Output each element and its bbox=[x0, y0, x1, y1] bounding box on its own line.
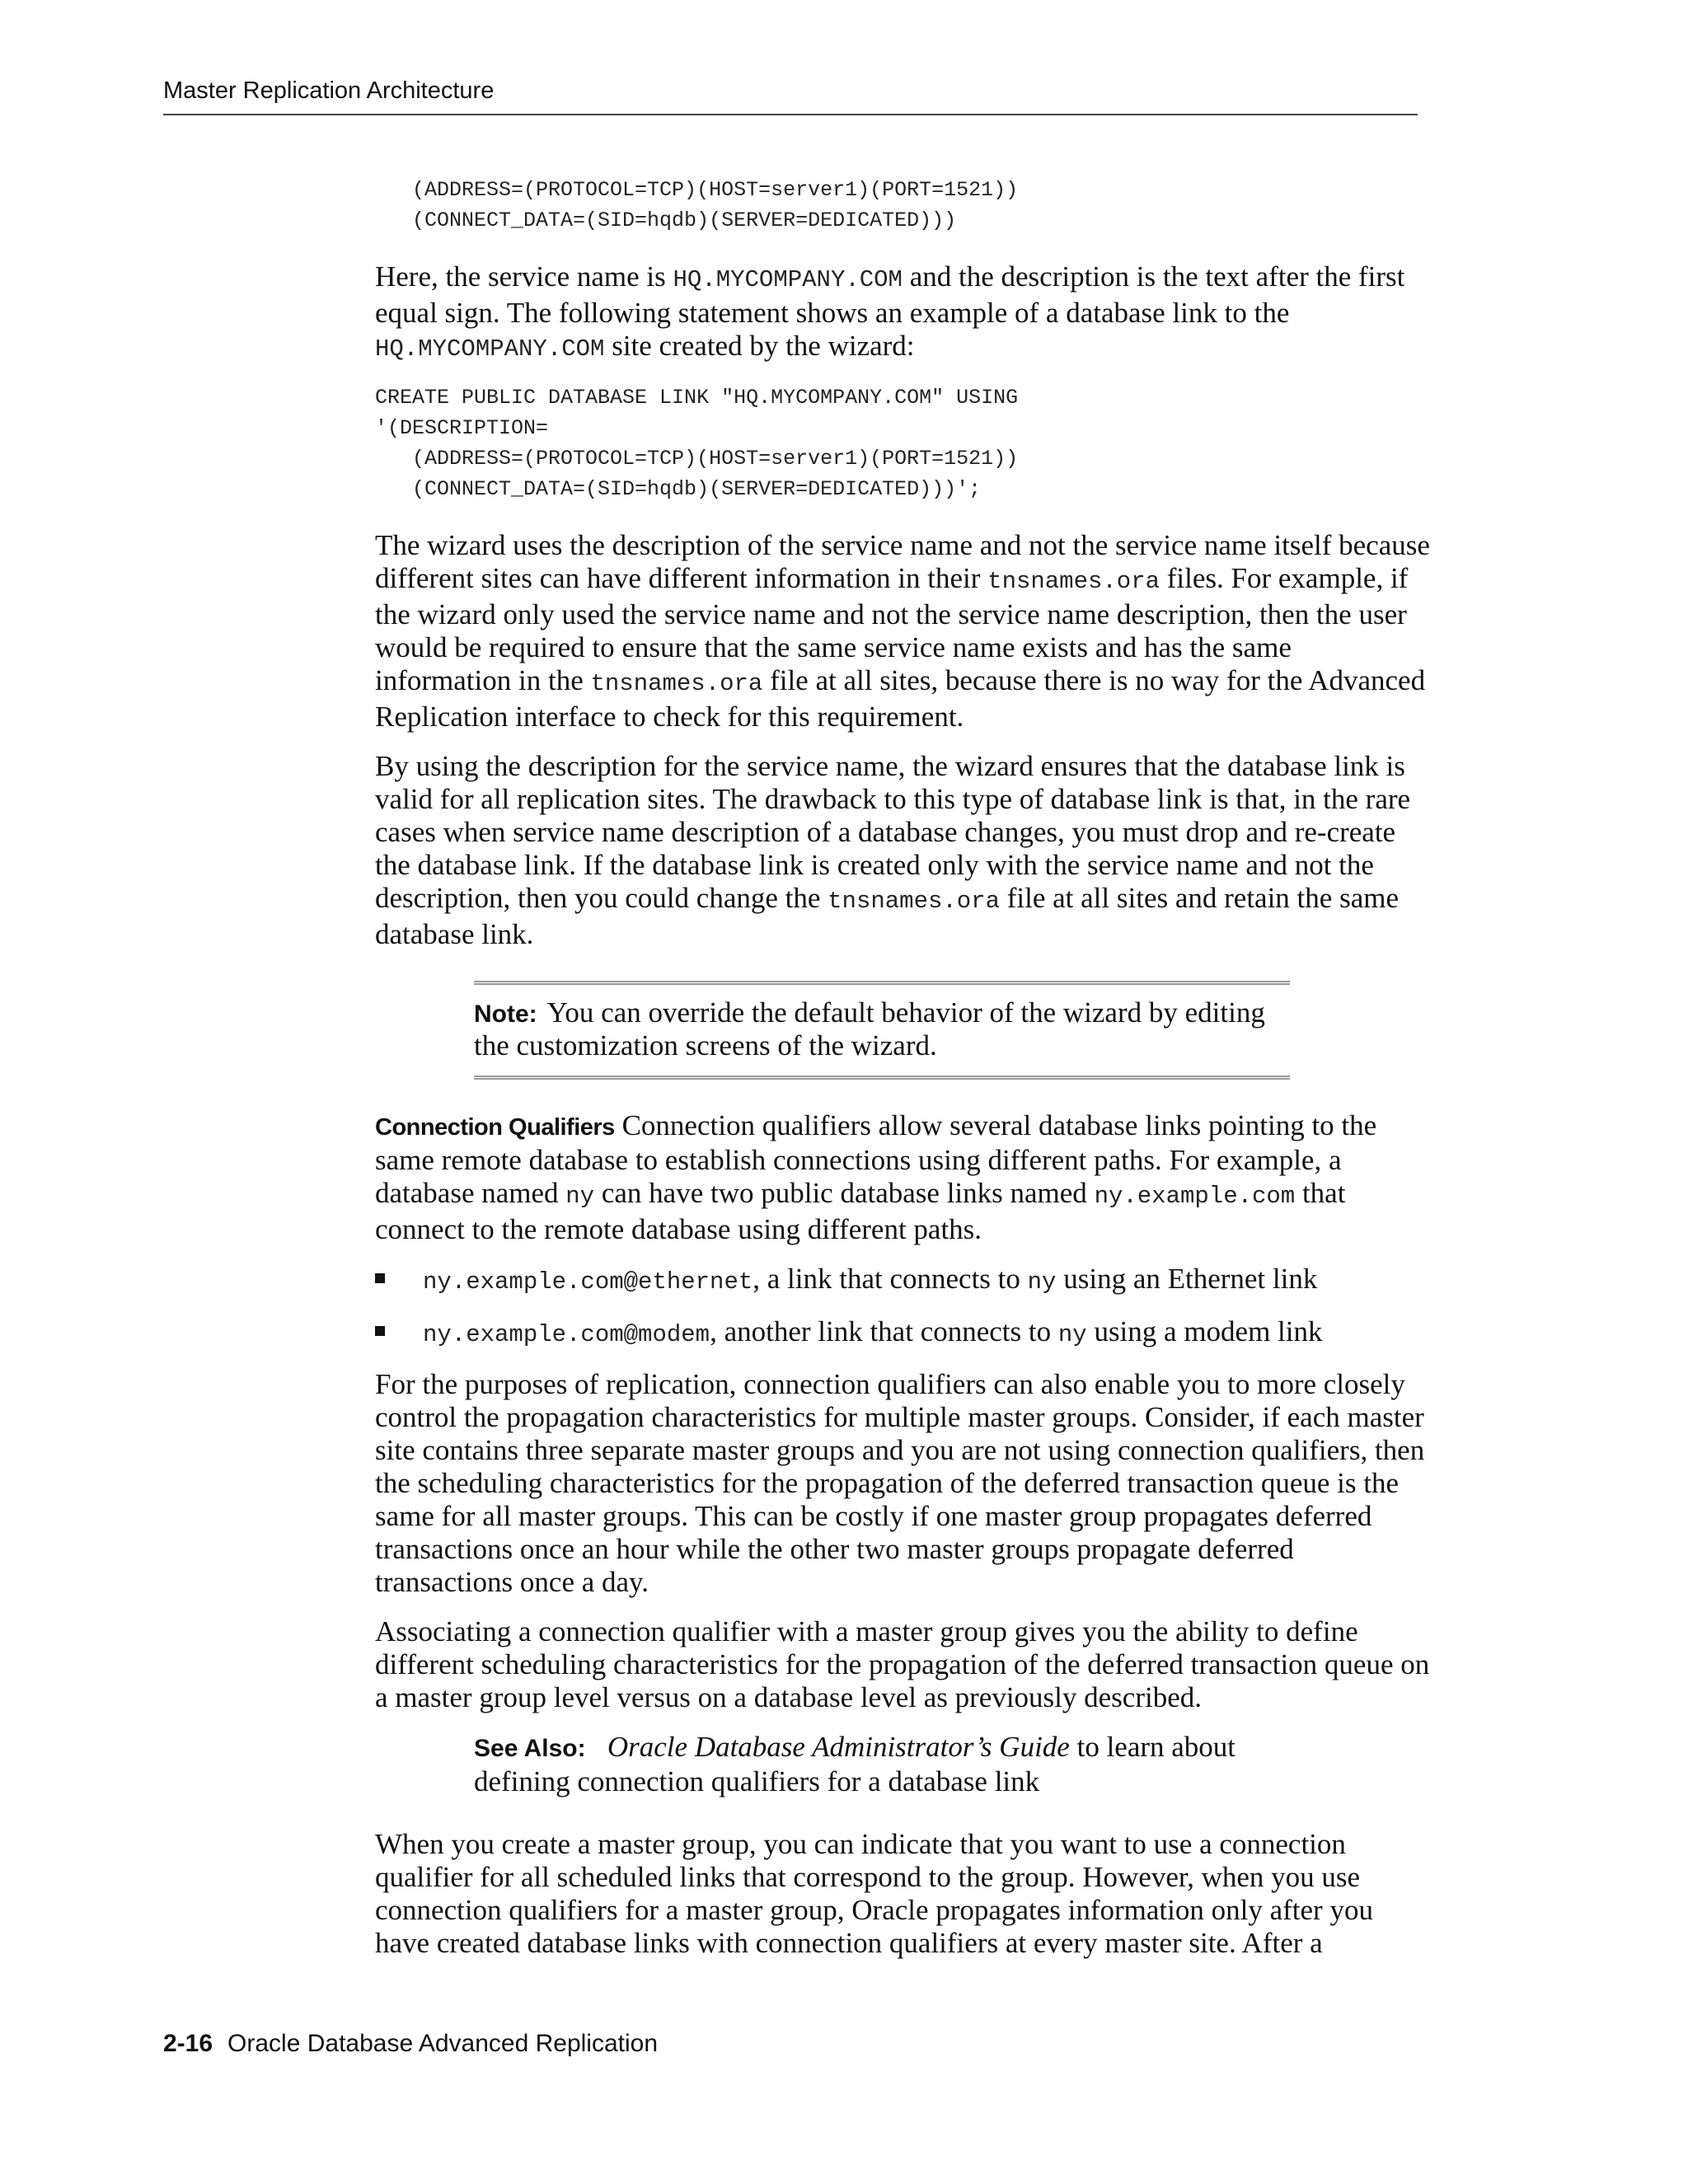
code-line: (ADDRESS=(PROTOCOL=TCP)(HOST=server1)(PORT=1521)) bbox=[375, 178, 1019, 202]
code-line: '(DESCRIPTION= bbox=[375, 416, 549, 440]
text: can have two public database links named bbox=[594, 1177, 1095, 1209]
code-inline: ny bbox=[1027, 1268, 1057, 1296]
text: The wizard uses the description of the service name and not the service name itself because different sites can have different information in their bbox=[375, 529, 1430, 594]
text: Here, the service name is bbox=[375, 260, 673, 293]
paragraph-master-group: When you create a master group, you can indicate that you want to use a connection qualifier for all scheduled links that correspond to the group. However, when you use connection qualifiers for a master group, Oracle propagates information only after you have created database links with connection qualifiers at every master site. After a bbox=[375, 1828, 1373, 1959]
note-label: Note: bbox=[474, 1001, 537, 1028]
code-inline: ny bbox=[565, 1183, 595, 1210]
book-title: Oracle Database Advanced Replication bbox=[227, 2030, 659, 2057]
text: and the description is the text after the first equal sign. The following statement shows an example of a database link to the bbox=[375, 260, 1405, 329]
text: , another link that connects to bbox=[710, 1315, 1058, 1347]
text: file at all sites, because there is no way for the Advanced Replication interface to check for this requirement. bbox=[375, 664, 1426, 733]
code-line: CREATE PUBLIC DATABASE LINK "HQ.MYCOMPANY.COM" USING bbox=[375, 386, 1019, 410]
code-inline: tnsnames.ora bbox=[828, 888, 1000, 915]
code-inline: ny bbox=[1057, 1321, 1087, 1348]
paragraph-associating-qualifier: Associating a connection qualifier with a master group gives you the ability to define different scheduling characteristics for the propagation of the deferred transaction queue on a master group level versus on a database level as previously described. bbox=[375, 1615, 1430, 1713]
code-line: (CONNECT_DATA=(SID=hqdb)(SERVER=DEDICATED)))'; bbox=[375, 477, 982, 501]
see-also-label: See Also: bbox=[474, 1735, 586, 1762]
code-line: (CONNECT_DATA=(SID=hqdb)(SERVER=DEDICATED))) bbox=[375, 209, 957, 232]
code-inline: HQ.MYCOMPANY.COM bbox=[673, 266, 903, 293]
text: By using the description for the service name, the wizard ensures that the database link is valid for all replication sites. The drawback to this type of database link is that, in the rare cases when service name description of a database changes, you must drop and re-create the database link. If the database link is created only with the service name and not the description, then you could change the bbox=[375, 750, 1411, 914]
code-line: (ADDRESS=(PROTOCOL=TCP)(HOST=server1)(PORT=1521)) bbox=[375, 447, 1019, 471]
code-inline: ny.example.com@ethernet bbox=[423, 1268, 753, 1296]
code-inline: ny.example.com@modem bbox=[423, 1321, 710, 1348]
running-header: Master Replication Architecture bbox=[163, 74, 1418, 115]
code-inline: HQ.MYCOMPANY.COM bbox=[375, 335, 605, 363]
text: files. For example, if the wizard only used the service name and not the service name description, then the user would be required to ensure that the same service name exists and has the same information in the bbox=[375, 562, 1409, 696]
text: using a modem link bbox=[1086, 1315, 1323, 1347]
code-inline: tnsnames.ora bbox=[590, 670, 763, 697]
text: Connection qualifiers allow several database links pointing to the same remote database to establish connections using different paths. For example, a database named bbox=[375, 1109, 1377, 1209]
bullet-list bbox=[375, 1263, 1430, 1352]
bullet-icon bbox=[375, 1273, 385, 1283]
note-text: You can override the default behavior of the wizard by editing the customization screens of the wizard. bbox=[474, 996, 1265, 1062]
list-item bbox=[375, 1315, 1430, 1352]
text: , a link that connects to bbox=[753, 1263, 1028, 1295]
see-also-box bbox=[474, 1731, 1298, 1798]
page-body bbox=[375, 175, 1430, 1976]
book-title-link[interactable]: Oracle Database Administrator’s Guide bbox=[607, 1731, 1070, 1763]
paragraph-description-usage bbox=[375, 750, 1430, 951]
code-block-connect-descriptor bbox=[375, 175, 1430, 236]
paragraph-service-name bbox=[375, 260, 1430, 366]
bullet-icon bbox=[375, 1326, 385, 1336]
page-footer bbox=[163, 2030, 658, 2058]
note-box bbox=[474, 981, 1290, 1080]
text: site created by the wizard: bbox=[604, 330, 915, 362]
code-inline: tnsnames.ora bbox=[987, 568, 1160, 595]
page-number: 2-16 bbox=[163, 2030, 213, 2057]
paragraph-connection-qualifiers bbox=[375, 1109, 1430, 1246]
code-block-create-link bbox=[375, 382, 1430, 504]
text: file at all sites and retain the same database link. bbox=[375, 882, 1399, 950]
paragraph-wizard-description bbox=[375, 529, 1430, 733]
text: using an Ethernet link bbox=[1056, 1263, 1318, 1295]
list-item bbox=[375, 1263, 1430, 1299]
text: that connect to the remote database using different paths. bbox=[375, 1177, 1346, 1245]
section-heading: Connection Qualifiers bbox=[375, 1114, 615, 1141]
paragraph-replication-purposes: For the purposes of replication, connection qualifiers can also enable you to more closely control the propagation characteristics for multiple master groups. Consider, if each master site contains three separate master groups and you are not using connection qualifiers, then the scheduling characteristics for the propagation of the deferred transaction queue is the same for all master groups. This can be costly if one master group propagates deferred transactions once an hour while the other two master groups propagate deferred transactions once a day. bbox=[375, 1368, 1425, 1598]
code-inline: ny.example.com bbox=[1094, 1183, 1296, 1210]
see-also-text: to learn about defining connection qualifiers for a database link bbox=[474, 1731, 1236, 1797]
